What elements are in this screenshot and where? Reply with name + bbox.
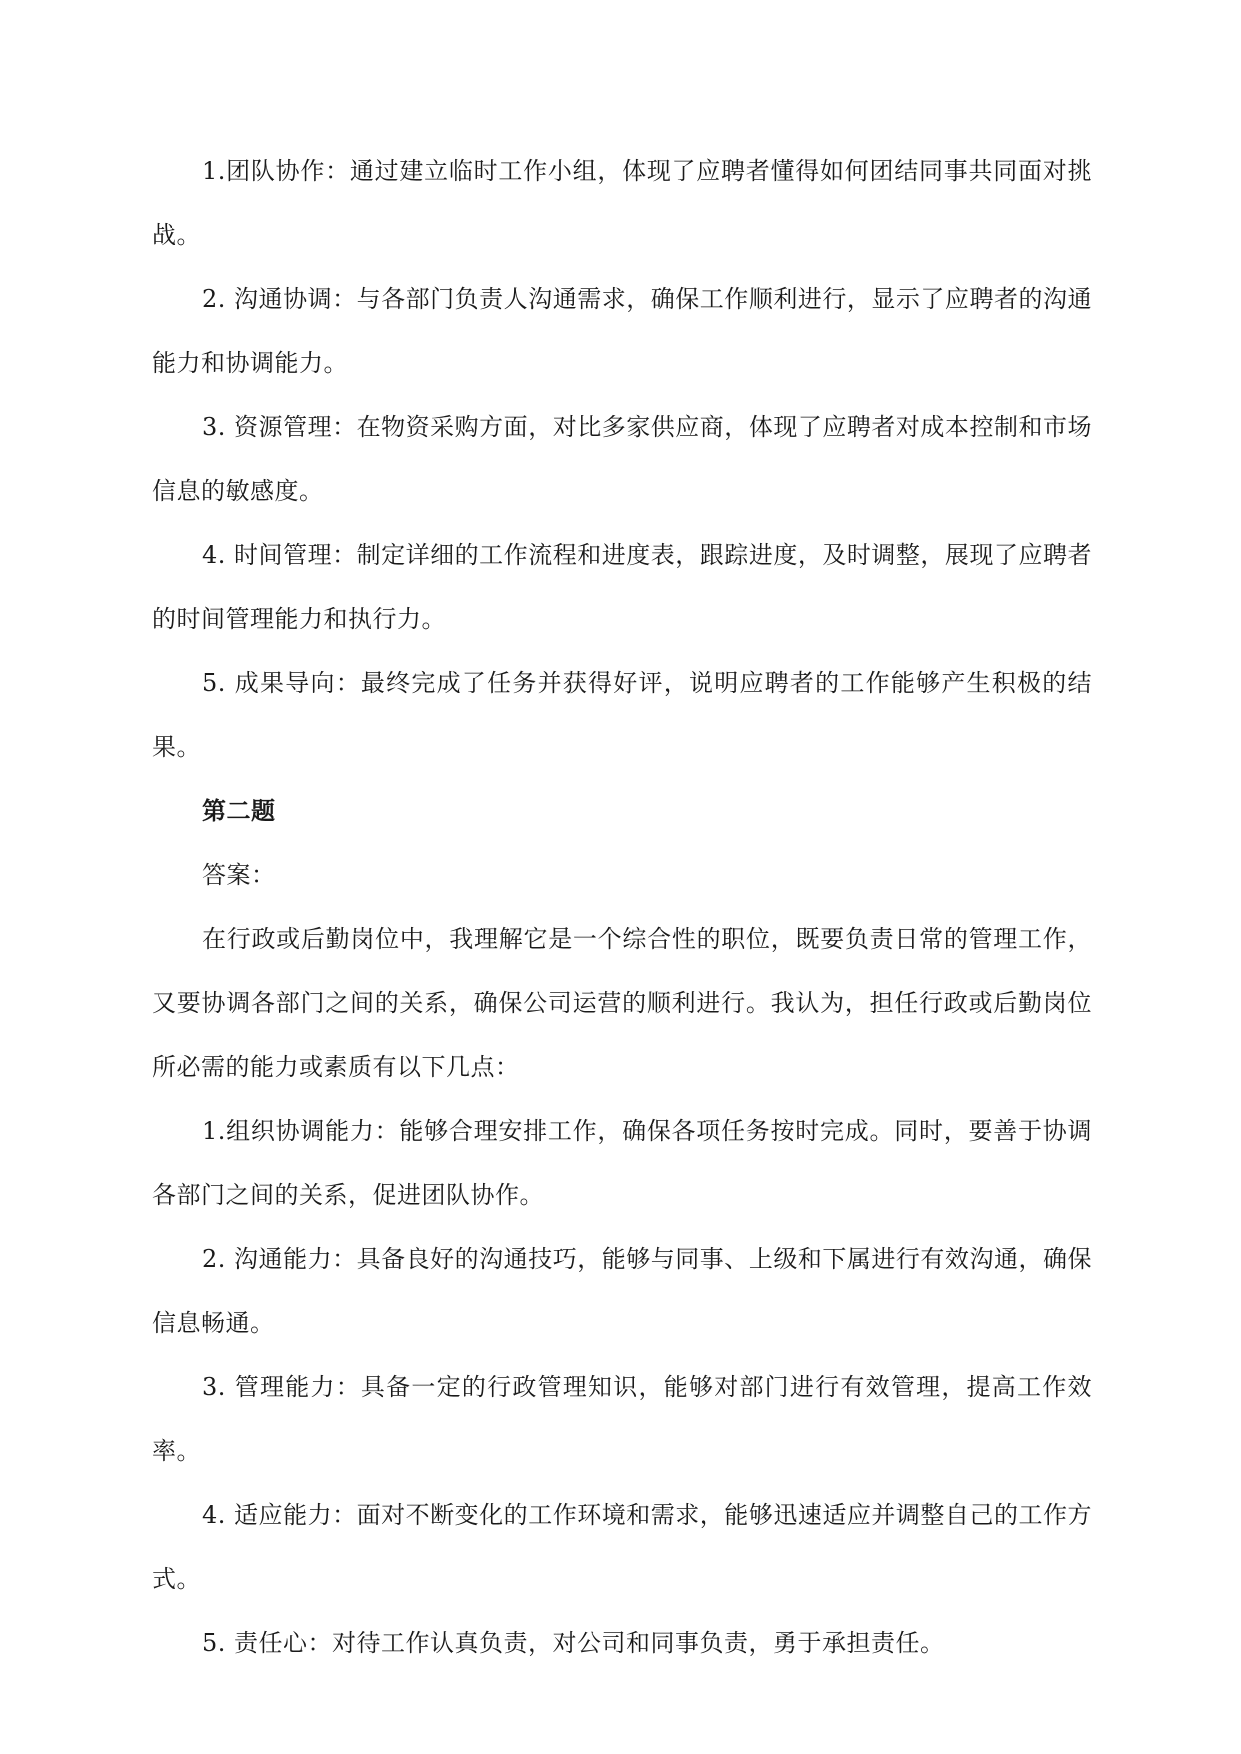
paragraph-result-orientation: 5. 成果导向：最终完成了任务并获得好评，说明应聘者的工作能够产生积极的结果。 — [152, 669, 1092, 761]
paragraph-team-collaboration: 1.团队协作：通过建立临时工作小组，体现了应聘者懂得如何团结同事共同面对挑战。 — [152, 157, 1092, 249]
answer-intro: 在行政或后勤岗位中，我理解它是一个综合性的职位，既要负责日常的管理工作，又要协调各部门之间的关系，确保公司运营的顺利进行。我认为，担任行政或后勤岗位所必需的能力或素质有以下几点： — [152, 925, 1092, 1081]
paragraph-adaptability: 4. 适应能力：面对不断变化的工作环境和需求，能够迅速适应并调整自己的工作方式。 — [152, 1501, 1092, 1593]
paragraph-time-management: 4. 时间管理：制定详细的工作流程和进度表，跟踪进度，及时调整，展现了应聘者的时间管理能力和执行力。 — [152, 541, 1092, 633]
paragraph-resource-management: 3. 资源管理：在物资采购方面，对比多家供应商，体现了应聘者对成本控制和市场信息的敏感度。 — [152, 413, 1092, 505]
document-page — [152, 139, 1092, 1675]
section-heading: 第二题 — [202, 796, 276, 825]
answer-label: 答案： — [202, 861, 276, 889]
paragraph-organization-ability: 1.组织协调能力：能够合理安排工作，确保各项任务按时完成。同时，要善于协调各部门之间的关系，促进团队协作。 — [152, 1117, 1092, 1209]
paragraph-communication-ability: 2. 沟通能力：具备良好的沟通技巧，能够与同事、上级和下属进行有效沟通，确保信息畅通。 — [152, 1245, 1092, 1337]
paragraph-responsibility: 5. 责任心：对待工作认真负责，对公司和同事负责，勇于承担责任。 — [202, 1629, 945, 1657]
paragraph-communication-coordination: 2. 沟通协调：与各部门负责人沟通需求，确保工作顺利进行，显示了应聘者的沟通能力和协调能力。 — [152, 285, 1092, 377]
paragraph-management-ability: 3. 管理能力：具备一定的行政管理知识，能够对部门进行有效管理，提高工作效率。 — [152, 1373, 1092, 1465]
